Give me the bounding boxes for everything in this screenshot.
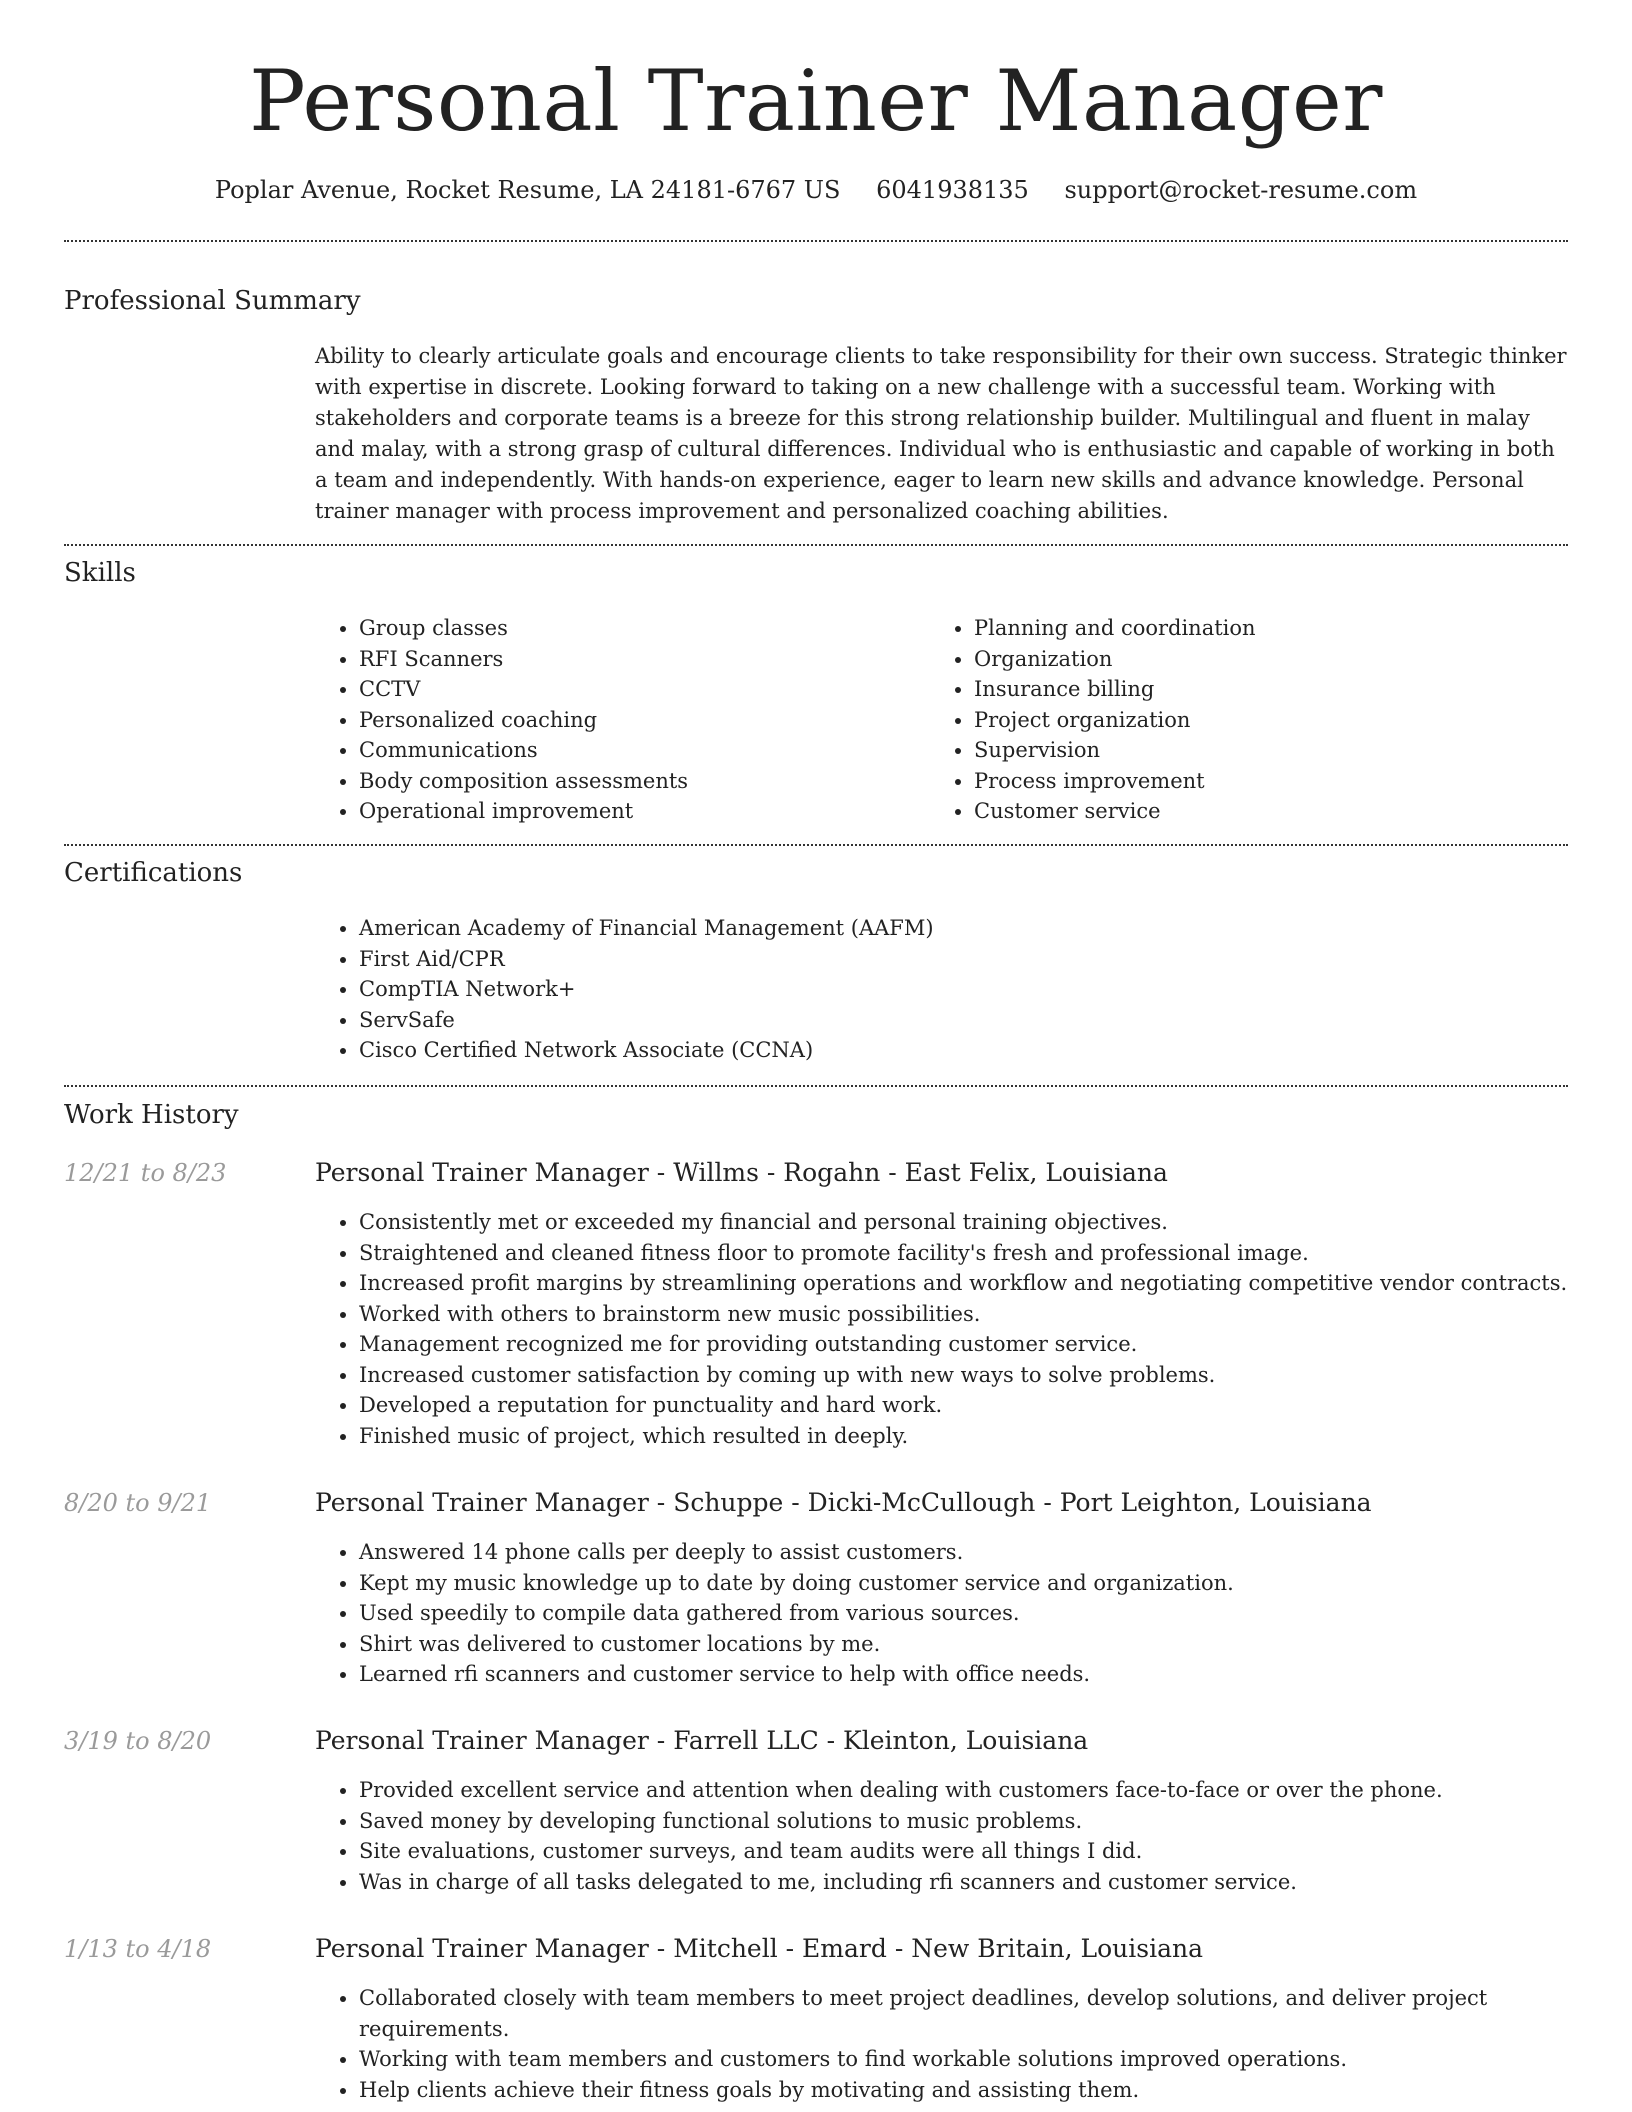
job-bullet: • Help clients achieve their fitness goals by motivating and assisting them. [359, 2075, 1519, 2106]
certification-item: • CompTIA Network+ [359, 974, 1559, 1005]
skill-item: • Communications [359, 735, 919, 766]
certification-item: • ServSafe [359, 1005, 1559, 1036]
job-bullet: • Used speedily to compile data gathered from various sources. [359, 1598, 1611, 1629]
job-bullets [315, 1537, 1611, 1690]
certification-item: • First Aid/CPR [359, 944, 1559, 975]
resume-name: Personal Trainer Manager [249, 52, 1383, 150]
job-dates: 12/21 to 8/23 [64, 1159, 227, 1187]
skill-item: • CCTV [359, 674, 919, 705]
job-bullets [315, 1207, 1611, 1451]
job-bullets [315, 1983, 1519, 2105]
contact-email[interactable]: support@rocket-resume.com [1064, 176, 1418, 204]
divider [64, 844, 1568, 846]
job-bullets [315, 1775, 1611, 1897]
skills-list-right [930, 613, 1574, 827]
job-title: Personal Trainer Manager - Farrell LLC - Kleinton, Louisiana [315, 1726, 1089, 1755]
job-bullet: • Worked with others to brainstorm new music possibilities. [359, 1299, 1611, 1330]
job-bullet: • Increased customer satisfaction by coming up with new ways to solve problems. [359, 1360, 1611, 1391]
certification-item: • American Academy of Financial Management (AAFM) [359, 913, 1559, 944]
job-bullet: • Was in charge of all tasks delegated to me, including rfi scanners and customer service. [359, 1867, 1611, 1898]
job-bullet: • Provided excellent service and attention when dealing with customers face-to-face or over the phone. [359, 1775, 1611, 1806]
job-dates: 1/13 to 4/18 [64, 1935, 212, 1963]
job-bullet: • Consistently met or exceeded my financial and personal training objectives. [359, 1207, 1611, 1238]
job-bullet: • Site evaluations, customer surveys, and team audits were all things I did. [359, 1836, 1611, 1867]
certifications-heading: Certifications [64, 858, 243, 888]
skill-item: • Customer service [974, 796, 1574, 827]
skill-item: • Body composition assessments [359, 766, 919, 797]
job-bullet: • Working with team members and customers to find workable solutions improved operations. [359, 2044, 1519, 2075]
skill-item: • Insurance billing [974, 674, 1574, 705]
skill-item: • Planning and coordination [974, 613, 1574, 644]
contact-phone: 6041938135 [876, 176, 1029, 204]
divider [64, 1085, 1568, 1087]
job-bullet: • Collaborated closely with team members to meet project deadlines, develop solutions, and deliver project requirements. [359, 1983, 1519, 2044]
skill-item: • Organization [974, 644, 1574, 675]
skill-item: • Personalized coaching [359, 705, 919, 736]
summary-heading: Professional Summary [64, 286, 361, 316]
job-dates: 3/19 to 8/20 [64, 1727, 212, 1755]
skill-item: • Group classes [359, 613, 919, 644]
divider [64, 240, 1568, 242]
job-bullet: • Management recognized me for providing outstanding customer service. [359, 1329, 1611, 1360]
skills-heading: Skills [64, 558, 136, 588]
summary-text: Ability to clearly articulate goals and encourage clients to take responsibility for their own success. Strategic thinker with expertise in discrete. Looking forward to taking on a new challenge with a successful team. Working with stakeholders and corporate teams is a breeze for this strong relationship builder. Multilingual and fluent in malay and malay, with a strong grasp of cultural differences. Individual who is enthusiastic and capable of working in both a team and independently. With hands-on experience, eager to learn new skills and advance knowledge. Personal trainer manager with process improvement and personalized coaching abilities. [315, 344, 1567, 523]
job-bullet: • Saved money by developing functional solutions to music problems. [359, 1806, 1611, 1837]
skill-item: • Supervision [974, 735, 1574, 766]
work-history-heading: Work History [64, 1100, 239, 1130]
certification-item: • Cisco Certified Network Associate (CCNA) [359, 1035, 1559, 1066]
skill-item: • Process improvement [974, 766, 1574, 797]
job-bullet: • Learned rfi scanners and customer service to help with office needs. [359, 1659, 1611, 1690]
divider [64, 544, 1568, 546]
job-bullet: • Increased profit margins by streamlining operations and workflow and negotiating competitive vendor contracts. [359, 1268, 1611, 1299]
job-bullet: • Straightened and cleaned fitness floor to promote facility's fresh and professional image. [359, 1238, 1611, 1269]
contact-line [0, 170, 1632, 210]
job-bullet: • Answered 14 phone calls per deeply to assist customers. [359, 1537, 1611, 1568]
job-bullet: • Developed a reputation for punctuality and hard work. [359, 1390, 1611, 1421]
contact-address: Poplar Avenue, Rocket Resume, LA 24181-6767 US [214, 176, 841, 204]
job-bullet: • Shirt was delivered to customer locations by me. [359, 1629, 1611, 1660]
job-bullet: • Kept my music knowledge up to date by doing customer service and organization. [359, 1568, 1611, 1599]
job-title: Personal Trainer Manager - Mitchell - Emard - New Britain, Louisiana [315, 1934, 1203, 1963]
job-dates: 8/20 to 9/21 [64, 1489, 212, 1517]
skill-item: • RFI Scanners [359, 644, 919, 675]
certifications-list [315, 913, 1559, 1066]
job-title: Personal Trainer Manager - Schuppe - Dicki-McCullough - Port Leighton, Louisiana [315, 1488, 1372, 1517]
skill-item: • Operational improvement [359, 796, 919, 827]
job-bullet: • Finished music of project, which resulted in deeply. [359, 1421, 1611, 1452]
job-title: Personal Trainer Manager - Willms - Rogahn - East Felix, Louisiana [315, 1158, 1168, 1187]
skill-item: • Project organization [974, 705, 1574, 736]
skills-list-left [315, 613, 919, 827]
